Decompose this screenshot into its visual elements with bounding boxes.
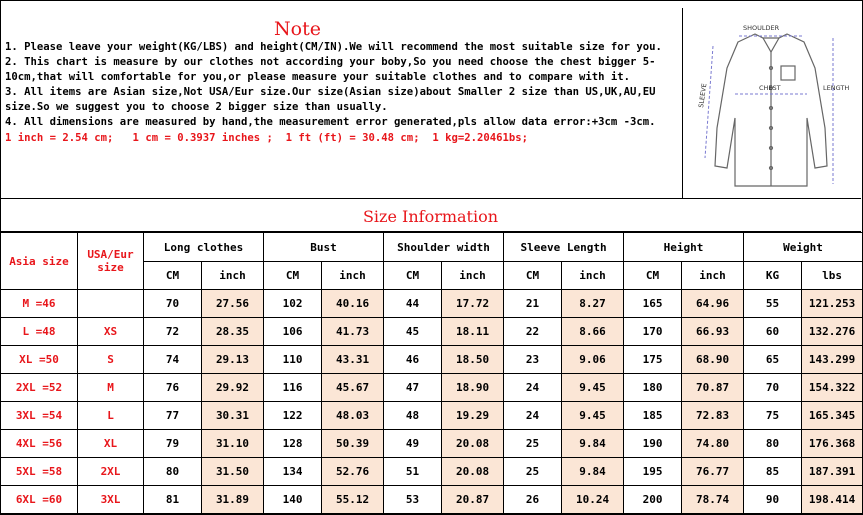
metric-value-cell: 60 (744, 318, 802, 346)
inch-value-cell: 10.24 (562, 486, 624, 514)
metric-value-cell: 70 (144, 290, 202, 318)
unit-header-cell: CM (504, 262, 562, 290)
metric-value-cell: 80 (144, 458, 202, 486)
metric-value-cell: 185 (624, 402, 682, 430)
asia-size-cell: M =46 (1, 290, 78, 318)
asia-size-cell: 3XL =54 (1, 402, 78, 430)
metric-value-cell: 106 (264, 318, 322, 346)
divider (0, 198, 861, 199)
metric-value-cell: 76 (144, 374, 202, 402)
asia-size-cell: 4XL =56 (1, 430, 78, 458)
asia-size-cell: 6XL =60 (1, 486, 78, 514)
metric-value-cell: 75 (744, 402, 802, 430)
metric-value-cell: 122 (264, 402, 322, 430)
inch-value-cell: 18.50 (442, 346, 504, 374)
usa-size-cell: XL (78, 430, 144, 458)
inch-value-cell: 70.87 (682, 374, 744, 402)
note-line-4: 4. All dimensions are measured by hand,the measurement error generated,pls allow data error:+3cm -3cm. (5, 116, 656, 129)
metric-value-cell: 81 (144, 486, 202, 514)
header-row (1, 233, 863, 262)
metric-value-cell: 79 (144, 430, 202, 458)
inch-value-cell: 30.31 (202, 402, 264, 430)
note-section (0, 8, 683, 198)
metric-value-cell: 21 (504, 290, 562, 318)
height-header: Height (624, 233, 744, 262)
inch-value-cell: 55.12 (322, 486, 384, 514)
metric-value-cell: 51 (384, 458, 442, 486)
chest-label: CHEST (759, 84, 781, 92)
metric-value-cell: 170 (624, 318, 682, 346)
inch-value-cell: 9.84 (562, 458, 624, 486)
inch-value-cell: 28.35 (202, 318, 264, 346)
usa-size-header: USA/Eur size (78, 233, 144, 290)
metric-value-cell: 134 (264, 458, 322, 486)
usa-size-cell: 2XL (78, 458, 144, 486)
inch-value-cell: 121.253 (802, 290, 863, 318)
table-row (1, 290, 863, 318)
unit-header-cell: CM (624, 262, 682, 290)
metric-value-cell: 49 (384, 430, 442, 458)
metric-value-cell: 102 (264, 290, 322, 318)
inch-value-cell: 27.56 (202, 290, 264, 318)
inch-value-cell: 52.76 (322, 458, 384, 486)
table-row (1, 318, 863, 346)
inch-value-cell: 18.11 (442, 318, 504, 346)
inch-value-cell: 165.345 (802, 402, 863, 430)
table-row (1, 402, 863, 430)
table-row (1, 346, 863, 374)
shoulder-label: SHOULDER (743, 24, 780, 32)
asia-size-cell: XL =50 (1, 346, 78, 374)
length-label: LENGTH (823, 84, 850, 92)
inch-value-cell: 143.299 (802, 346, 863, 374)
size-table (0, 232, 863, 514)
inch-value-cell: 198.414 (802, 486, 863, 514)
metric-value-cell: 70 (744, 374, 802, 402)
inch-value-cell: 9.45 (562, 374, 624, 402)
metric-value-cell: 65 (744, 346, 802, 374)
table-row (1, 458, 863, 486)
metric-value-cell: 45 (384, 318, 442, 346)
inch-value-cell: 40.16 (322, 290, 384, 318)
inch-value-cell: 9.45 (562, 402, 624, 430)
metric-value-cell: 110 (264, 346, 322, 374)
inch-value-cell: 41.73 (322, 318, 384, 346)
usa-size-cell: S (78, 346, 144, 374)
metric-value-cell: 25 (504, 458, 562, 486)
inch-value-cell: 154.322 (802, 374, 863, 402)
unit-header-cell: KG (744, 262, 802, 290)
inch-value-cell: 19.29 (442, 402, 504, 430)
inch-value-cell: 187.391 (802, 458, 863, 486)
inch-value-cell: 74.80 (682, 430, 744, 458)
metric-value-cell: 80 (744, 430, 802, 458)
inch-value-cell: 9.06 (562, 346, 624, 374)
metric-value-cell: 175 (624, 346, 682, 374)
table-row (1, 374, 863, 402)
weight-header: Weight (744, 233, 863, 262)
metric-value-cell: 200 (624, 486, 682, 514)
inch-value-cell: 8.66 (562, 318, 624, 346)
inch-value-cell: 72.83 (682, 402, 744, 430)
shirt-icon (683, 8, 861, 198)
metric-value-cell: 140 (264, 486, 322, 514)
metric-value-cell: 53 (384, 486, 442, 514)
inch-value-cell: 132.276 (802, 318, 863, 346)
table-row (1, 430, 863, 458)
inch-value-cell: 8.27 (562, 290, 624, 318)
unit-header-cell: CM (264, 262, 322, 290)
unit-header-cell: lbs (802, 262, 863, 290)
note-line-1: 1. Please leave your weight(KG/LBS) and height(CM/IN).We will recommend the most suitable size for you. (5, 41, 662, 53)
metric-value-cell: 46 (384, 346, 442, 374)
note-title: Note (274, 18, 321, 40)
inch-value-cell: 176.368 (802, 430, 863, 458)
unit-header-cell: CM (384, 262, 442, 290)
asia-size-cell: 2XL =52 (1, 374, 78, 402)
metric-value-cell: 90 (744, 486, 802, 514)
unit-header-cell: inch (562, 262, 624, 290)
inch-value-cell: 29.13 (202, 346, 264, 374)
inch-value-cell: 31.89 (202, 486, 264, 514)
usa-size-cell (78, 290, 144, 318)
metric-value-cell: 128 (264, 430, 322, 458)
inch-value-cell: 45.67 (322, 374, 384, 402)
unit-header-cell: inch (202, 262, 264, 290)
inch-value-cell: 48.03 (322, 402, 384, 430)
metric-value-cell: 24 (504, 402, 562, 430)
inch-value-cell: 64.96 (682, 290, 744, 318)
unit-header-cell: inch (322, 262, 384, 290)
sleeve-label: SLEEVE (697, 82, 709, 109)
metric-value-cell: 116 (264, 374, 322, 402)
metric-value-cell: 48 (384, 402, 442, 430)
unit-header-cell: inch (442, 262, 504, 290)
metric-value-cell: 74 (144, 346, 202, 374)
metric-value-cell: 55 (744, 290, 802, 318)
note-lines (5, 40, 677, 146)
inch-value-cell: 20.08 (442, 458, 504, 486)
inch-value-cell: 50.39 (322, 430, 384, 458)
metric-value-cell: 44 (384, 290, 442, 318)
inch-value-cell: 68.90 (682, 346, 744, 374)
usa-size-cell: XS (78, 318, 144, 346)
note-line-3: 3. All items are Asian size,Not USA/Eur size.Our size(Asian size)about Smaller 2 size than US,UK,AU,EU size.So we suggest you to choose 2 bigger size than usually. (5, 86, 662, 114)
usa-size-cell: L (78, 402, 144, 430)
inch-value-cell: 20.08 (442, 430, 504, 458)
table-row (1, 486, 863, 514)
metric-value-cell: 25 (504, 430, 562, 458)
inch-value-cell: 20.87 (442, 486, 504, 514)
size-information-title: Size Information (362, 207, 499, 226)
usa-size-cell: 3XL (78, 486, 144, 514)
inch-value-cell: 76.77 (682, 458, 744, 486)
asia-size-header: Asia size (1, 233, 78, 290)
metric-value-cell: 195 (624, 458, 682, 486)
inch-value-cell: 66.93 (682, 318, 744, 346)
metric-value-cell: 23 (504, 346, 562, 374)
asia-size-cell: 5XL =58 (1, 458, 78, 486)
inch-value-cell: 17.72 (442, 290, 504, 318)
metric-value-cell: 77 (144, 402, 202, 430)
inch-value-cell: 43.31 (322, 346, 384, 374)
metric-value-cell: 180 (624, 374, 682, 402)
long-clothes-header: Long clothes (144, 233, 264, 262)
metric-value-cell: 165 (624, 290, 682, 318)
inch-value-cell: 78.74 (682, 486, 744, 514)
metric-value-cell: 26 (504, 486, 562, 514)
metric-value-cell: 85 (744, 458, 802, 486)
usa-size-cell: M (78, 374, 144, 402)
metric-value-cell: 72 (144, 318, 202, 346)
unit-header-cell: inch (682, 262, 744, 290)
inch-value-cell: 29.92 (202, 374, 264, 402)
inch-value-cell: 31.50 (202, 458, 264, 486)
note-line-2: 2. This chart is measure by our clothes not according your boby,So you need choose the chest bigger 5-10cm,that will comfortable for you,or please measure your suitable clothes and to compare with it. (5, 56, 656, 84)
metric-value-cell: 22 (504, 318, 562, 346)
unit-header-cell: CM (144, 262, 202, 290)
shoulder-width-header: Shoulder width (384, 233, 504, 262)
metric-value-cell: 190 (624, 430, 682, 458)
metric-value-cell: 24 (504, 374, 562, 402)
inch-value-cell: 18.90 (442, 374, 504, 402)
sleeve-length-header: Sleeve Length (504, 233, 624, 262)
inch-value-cell: 31.10 (202, 430, 264, 458)
asia-size-cell: L =48 (1, 318, 78, 346)
bust-header: Bust (264, 233, 384, 262)
metric-value-cell: 47 (384, 374, 442, 402)
shirt-measurement-diagram (683, 8, 861, 198)
unit-conversion-line: 1 inch = 2.54 cm; 1 cm = 0.3937 inches ; 1 ft (ft) = 30.48 cm; 1 kg=2.20461bs; (5, 131, 528, 144)
inch-value-cell: 9.84 (562, 430, 624, 458)
